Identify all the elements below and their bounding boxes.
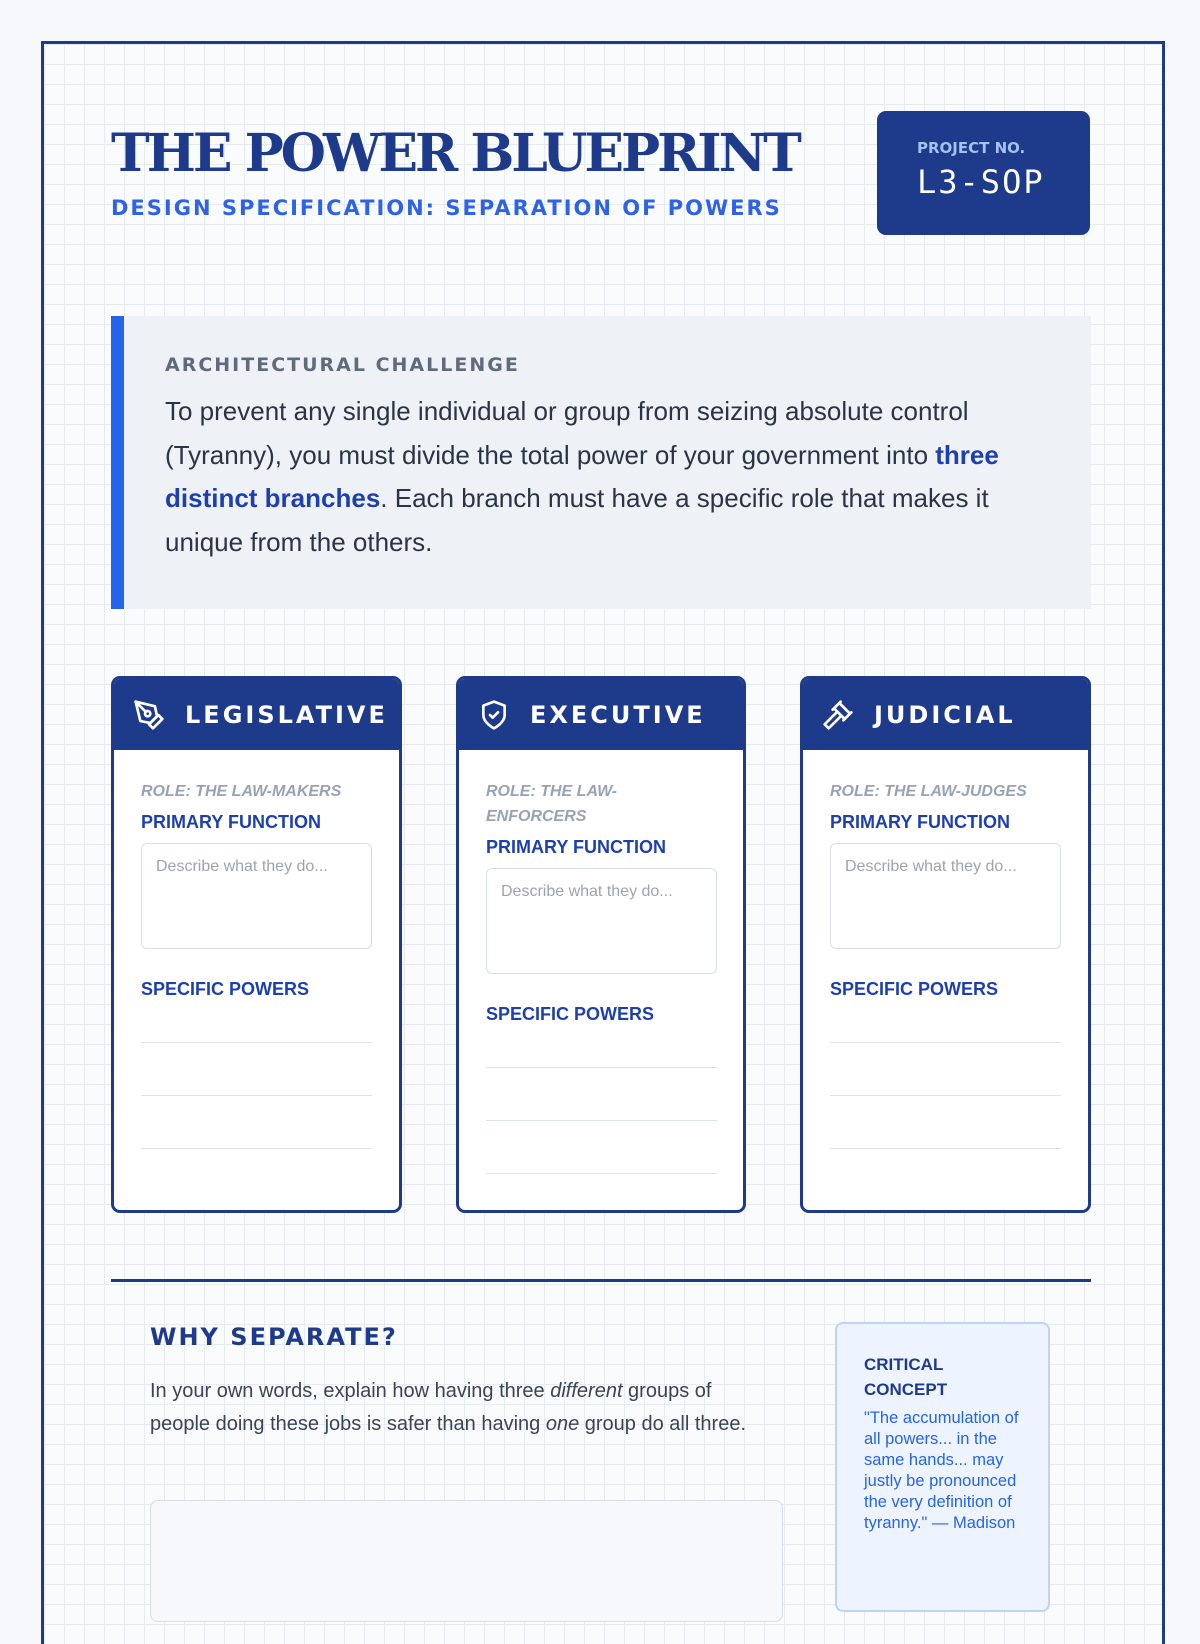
why-text-part: group do all three.	[579, 1413, 746, 1435]
branch-header	[803, 679, 1088, 750]
why-separate-prompt	[150, 1375, 770, 1441]
power-answer-line[interactable]	[486, 1173, 717, 1174]
project-label: PROJECT NO.	[917, 139, 1026, 157]
critical-concept-box	[835, 1322, 1050, 1612]
power-answer-line[interactable]	[830, 1042, 1061, 1043]
why-text-part: In your own words, explain how having three	[150, 1380, 551, 1402]
why-emphasis: different	[550, 1380, 623, 1402]
branch-header	[459, 679, 743, 750]
challenge-text	[165, 390, 1051, 564]
why-separate-title: WHY SEPARATE?	[150, 1323, 398, 1351]
why-text-part: groups of people doing these jobs is safer than having	[150, 1380, 712, 1435]
branch-title: JUDICIAL	[874, 700, 1016, 729]
challenge-text-start: To prevent any single individual or group from seizing absolute control (Tyranny), you must divide the total power of your government into	[165, 396, 969, 470]
branch-card-legislative	[111, 676, 402, 1213]
power-answer-line[interactable]	[830, 1148, 1061, 1149]
power-answer-line[interactable]	[830, 1095, 1061, 1096]
shield-check-icon	[478, 699, 510, 731]
branch-header	[114, 679, 399, 750]
power-answer-line[interactable]	[486, 1120, 717, 1121]
branch-role: ROLE: THE LAW-ENFORCERS	[486, 783, 617, 825]
concept-quote: "The accumulation of all powers... in the same hands... may justly be pronounced the very definition of tyranny." — Madison	[864, 1409, 1019, 1532]
challenge-text-end: . Each branch must have a specific role that makes it unique from the others.	[165, 483, 989, 557]
primary-function-label: PRIMARY FUNCTION	[486, 837, 666, 857]
section-divider	[111, 1279, 1091, 1282]
branch-title: EXECUTIVE	[530, 700, 706, 729]
branch-title: LEGISLATIVE	[185, 700, 388, 729]
why-emphasis: one	[545, 1413, 580, 1435]
branch-role: ROLE: THE LAW-MAKERS	[141, 783, 342, 800]
why-answer-box[interactable]	[150, 1500, 783, 1622]
challenge-heading: ARCHITECTURAL CHALLENGE	[165, 354, 520, 376]
primary-function-input[interactable]: Describe what they do...	[141, 843, 372, 949]
primary-function-input[interactable]: Describe what they do...	[830, 843, 1061, 949]
page-subtitle: DESIGN SPECIFICATION: SEPARATION OF POWERS	[111, 196, 782, 220]
branch-card-judicial	[800, 676, 1091, 1213]
power-answer-line[interactable]	[486, 1067, 717, 1068]
concept-title: CRITICAL CONCEPT	[864, 1355, 948, 1399]
gavel-icon	[822, 699, 854, 731]
specific-powers-label: SPECIFIC POWERS	[486, 1004, 655, 1024]
power-answer-line[interactable]	[141, 1148, 372, 1149]
specific-powers-label: SPECIFIC POWERS	[830, 979, 999, 999]
power-answer-line[interactable]	[141, 1042, 372, 1043]
primary-function-label: PRIMARY FUNCTION	[830, 812, 1010, 832]
branch-card-executive	[456, 676, 746, 1213]
challenge-box	[111, 316, 1091, 609]
branch-role: ROLE: THE LAW-JUDGES	[830, 783, 1027, 800]
project-code: L3-SOP	[917, 163, 1045, 201]
challenge-highlight: three distinct branches	[165, 439, 999, 513]
primary-function-label: PRIMARY FUNCTION	[141, 812, 321, 832]
page-title: THE POWER BLUEPRINT	[111, 123, 799, 184]
power-answer-line[interactable]	[141, 1095, 372, 1096]
specific-powers-label: SPECIFIC POWERS	[141, 979, 310, 999]
pen-nib-icon	[133, 699, 165, 731]
primary-function-input[interactable]: Describe what they do...	[486, 868, 717, 974]
project-badge	[877, 111, 1090, 235]
